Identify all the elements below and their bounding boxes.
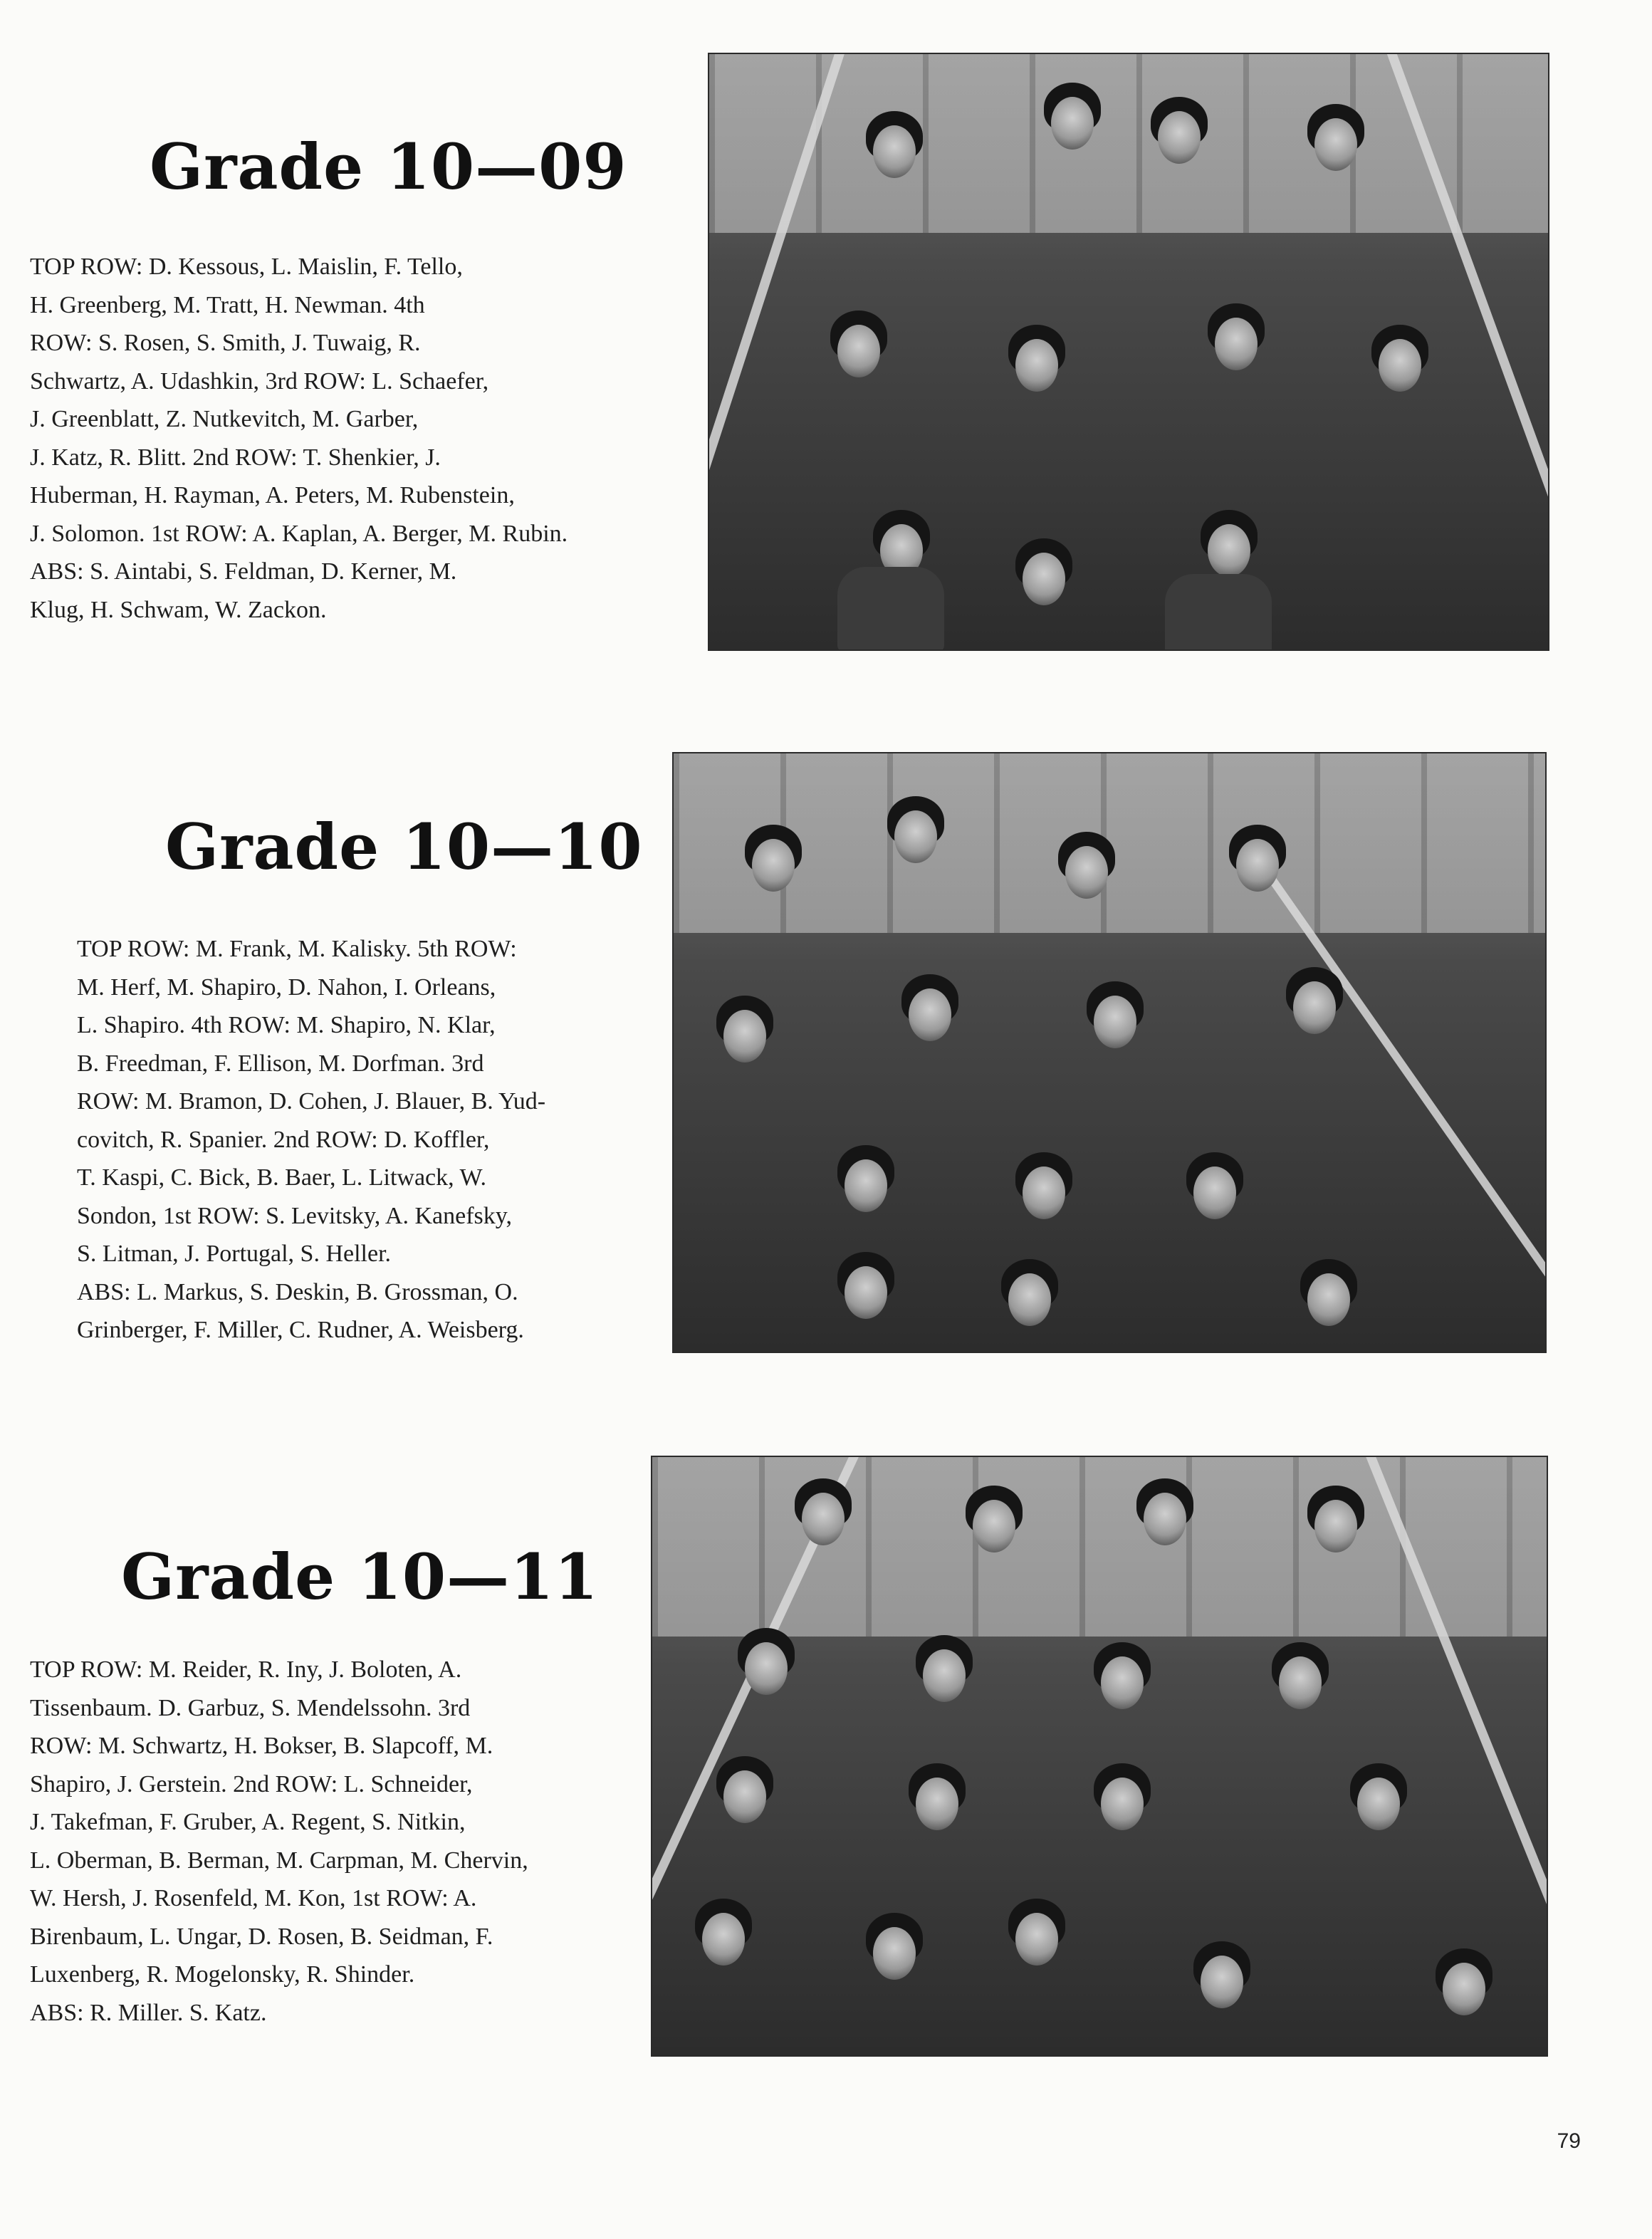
class-photo <box>708 53 1549 651</box>
caption-line: ROW: M. Schwartz, H. Bokser, B. Slapcoff, M. <box>30 1733 493 1759</box>
caption-line: Shapiro, J. Gerstein. 2nd ROW: L. Schneider, <box>30 1770 473 1797</box>
caption-line: J. Takefman, F. Gruber, A. Regent, S. Nitkin, <box>30 1809 466 1835</box>
caption-line: S. Litman, J. Portugal, S. Heller. <box>77 1241 392 1267</box>
caption-line: Klug, H. Schwam, W. Zackon. <box>30 596 327 623</box>
section-caption <box>30 1651 528 2032</box>
caption-line: ABS: L. Markus, S. Deskin, B. Grossman, O. <box>77 1278 518 1305</box>
caption-line: Birenbaum, L. Ungar, D. Rosen, B. Seidman, F. <box>30 1923 493 1950</box>
caption-line: J. Katz, R. Blitt. 2nd ROW: T. Shenkier, J. <box>30 444 441 471</box>
caption-line: ABS: S. Aintabi, S. Feldman, D. Kerner, M. <box>30 558 457 585</box>
caption-line: T. Kaspi, C. Bick, B. Baer, L. Litwack, W. <box>77 1164 486 1191</box>
caption-line: Luxenberg, R. Mogelonsky, R. Shinder. <box>30 1961 415 1988</box>
caption-line: B. Freedman, F. Ellison, M. Dorfman. 3rd <box>77 1050 484 1077</box>
page-number: 79 <box>1557 2129 1581 2153</box>
caption-line: TOP ROW: D. Kessous, L. Maislin, F. Tello, <box>30 254 463 280</box>
section-caption <box>77 930 545 1350</box>
section-title: Grade 10—09 <box>150 130 627 204</box>
caption-line: W. Hersh, J. Rosenfeld, M. Kon, 1st ROW: A. <box>30 1885 477 1911</box>
caption-line: H. Greenberg, M. Tratt, H. Newman. 4th <box>30 291 425 318</box>
caption-line: L. Oberman, B. Berman, M. Carpman, M. Chervin, <box>30 1847 528 1874</box>
caption-line: ROW: M. Bramon, D. Cohen, J. Blauer, B. Yud- <box>77 1088 546 1115</box>
caption-line: Huberman, H. Rayman, A. Peters, M. Rubenstein, <box>30 482 515 508</box>
caption-line: Tissenbaum. D. Garbuz, S. Mendelssohn. 3rd <box>30 1694 471 1721</box>
caption-line: M. Herf, M. Shapiro, D. Nahon, I. Orleans, <box>77 974 496 1001</box>
caption-line: ROW: S. Rosen, S. Smith, J. Tuwaig, R. <box>30 330 421 356</box>
caption-line: TOP ROW: M. Frank, M. Kalisky. 5th ROW: <box>77 936 517 962</box>
section-caption <box>30 248 568 629</box>
class-photo <box>651 1456 1548 2057</box>
section-title: Grade 10—10 <box>165 810 643 884</box>
caption-line: covitch, R. Spanier. 2nd ROW: D. Koffler, <box>77 1126 490 1153</box>
caption-line: J. Solomon. 1st ROW: A. Kaplan, A. Berger, M. Rubin. <box>30 520 568 547</box>
caption-line: J. Greenblatt, Z. Nutkevitch, M. Garber, <box>30 406 419 432</box>
caption-line: TOP ROW: M. Reider, R. Iny, J. Boloten, A. <box>30 1656 462 1683</box>
caption-line: L. Shapiro. 4th ROW: M. Shapiro, N. Klar, <box>77 1012 496 1038</box>
caption-line: Grinberger, F. Miller, C. Rudner, A. Weisberg. <box>77 1317 524 1343</box>
section-title: Grade 10—11 <box>121 1540 599 1614</box>
caption-line: ABS: R. Miller. S. Katz. <box>30 1999 267 2026</box>
caption-line: Sondon, 1st ROW: S. Levitsky, A. Kanefsky, <box>77 1202 513 1229</box>
caption-line: Schwartz, A. Udashkin, 3rd ROW: L. Schaefer, <box>30 367 489 395</box>
class-photo <box>672 752 1547 1353</box>
